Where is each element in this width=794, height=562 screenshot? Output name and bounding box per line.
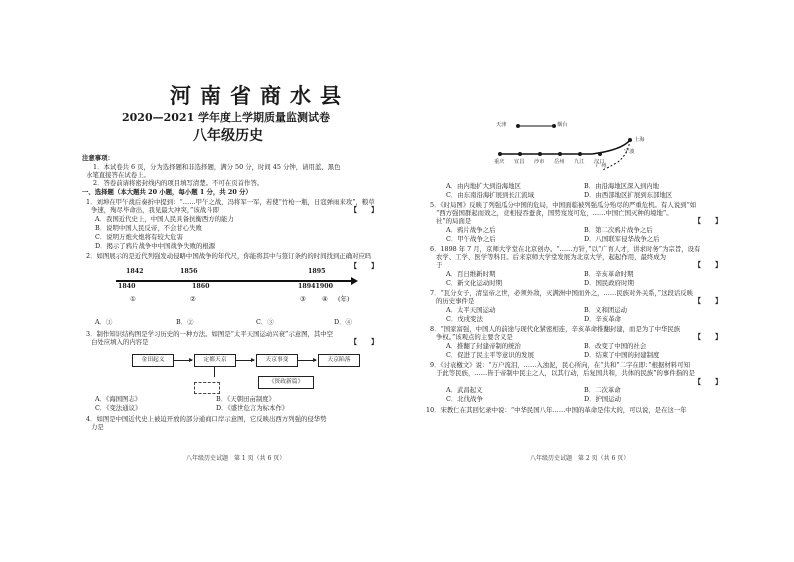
q8-option-a: A．推翻了封建帝制的统治 bbox=[446, 342, 521, 350]
flow-arrow-2 bbox=[236, 360, 254, 361]
q6-stem: 6．1898 年 7 月，京师大学堂在北京创办。“……方针，”以“广育人才，讲求时务”为宗旨，设有 bbox=[430, 245, 701, 253]
q6-answer-bracket: 【 】 bbox=[694, 260, 722, 269]
q6-option-d: D．国民政府时期 bbox=[584, 279, 634, 287]
city-jiujiang: 九江 bbox=[574, 159, 585, 165]
flow-diagram bbox=[88, 350, 378, 392]
q1-option-d: D．揭示了鸦片战争中中国战争失败的根源 bbox=[95, 242, 216, 250]
q3-option-a: A．《海国图志》 bbox=[95, 395, 142, 403]
year-1895: 1895 bbox=[308, 268, 326, 275]
q7-option-c: C．戊戌变法 bbox=[446, 315, 483, 323]
city-shashi: 沙市 bbox=[534, 159, 545, 165]
year-1856: 1856 bbox=[180, 268, 198, 275]
q4-option-b: B．由沿海地区深入到内地 bbox=[584, 182, 659, 190]
q2-option-a: A．① bbox=[95, 318, 113, 326]
city-shanghai: 上海 bbox=[634, 137, 645, 143]
q9-option-d: D．护国运动 bbox=[584, 395, 622, 403]
q9-stem-cont: 于此等民族，……皆于帝制中民主之人，以其行动，后复国共和，共体的民族”的事件指的是 bbox=[436, 369, 695, 377]
q3-stem: 3．制作知识结构图是学习历史的一种方法。如图是“太平天国运动兴衰”示意图，其中空 bbox=[86, 330, 334, 338]
timeline-mark-4: ④ bbox=[322, 295, 328, 303]
q9-answer-bracket: 【 】 bbox=[694, 377, 722, 386]
q3-option-b: B．《天朝田亩制度》 bbox=[216, 395, 276, 403]
timeline-mark-2: ② bbox=[190, 295, 196, 303]
dot-yantai bbox=[552, 124, 556, 128]
q2-option-b: B．② bbox=[176, 318, 194, 326]
q1-option-b: B．说明中国人民反帝，不会甘心失败 bbox=[95, 224, 202, 232]
q4-stem-cont: 力是 bbox=[91, 423, 104, 431]
city-yichang: 宜昌 bbox=[514, 159, 525, 165]
q8-option-c: C．促进了民主平等意识的发展 bbox=[446, 351, 534, 359]
q6-option-b: B．辛亥革命时期 bbox=[584, 270, 634, 278]
flow-arrow-3 bbox=[298, 360, 316, 361]
q5-stem: 5．《时局图》反映了列强瓜分中国的危局，中国面临被列强瓜分殆尽的严重危机。有人说到“如 bbox=[430, 201, 697, 209]
q9-stem: 9．《讨袁檄文》说：“万户流泪，……入浊泥，民心所向，在“共和”二字在即：”根据材料可知 bbox=[430, 361, 690, 369]
city-guangzhou: 广州 bbox=[596, 163, 607, 169]
q9-option-c: C．北伐战争 bbox=[446, 395, 483, 403]
year-1894-1900: 18941900 bbox=[298, 283, 334, 290]
q7-option-b: B．义和团运动 bbox=[584, 306, 628, 314]
flow-arrow-1 bbox=[174, 360, 192, 361]
q8-option-d: D．结束了中国的封建制度 bbox=[584, 351, 660, 359]
q1-answer-bracket: 【 】 bbox=[350, 205, 378, 214]
right-page bbox=[412, 70, 732, 462]
q3-answer-bracket: 【 】 bbox=[350, 337, 378, 346]
flow-box-zizheng: 《资政新篇》 bbox=[258, 376, 314, 389]
notes-heading: 注意事项： bbox=[82, 154, 114, 162]
q6-option-a: A．百日维新时期 bbox=[446, 270, 496, 278]
q7-stem-cont: 的历史事件是 bbox=[436, 297, 475, 305]
q5-stem-cont: “西方强国群起而效之，竞相侵吞蚕食，国势岌岌可危，……中国亡国灭种的境地”。 bbox=[436, 209, 673, 217]
q8-answer-bracket: 【 】 bbox=[694, 332, 722, 341]
timeline-arrowhead bbox=[351, 277, 358, 285]
q4-option-c: C．由东南沿海扩展到长江流域 bbox=[446, 191, 534, 199]
q2-answer-bracket: 【 】 bbox=[350, 261, 378, 270]
year-1840: 1840 bbox=[118, 283, 136, 290]
city-yantai: 烟台 bbox=[557, 122, 568, 128]
exam-county-title: 河南省商水县 bbox=[170, 84, 350, 108]
city-tianjin: 天津 bbox=[496, 122, 507, 128]
flow-box-jintian: 金田起义 bbox=[132, 354, 174, 367]
q1-stem-cont: 争速，殉尽毕命出，我见最大冲突，”该战斗即 bbox=[91, 206, 219, 214]
q6-option-c: C．新文化运动时期 bbox=[446, 279, 503, 287]
q5-option-d: D．八国联军侵华战争之后 bbox=[584, 235, 660, 243]
q9-option-a: A．武昌起义 bbox=[446, 386, 483, 394]
timeline-figure bbox=[88, 268, 368, 310]
q4-option-a: A．由内地扩大到沿海地区 bbox=[446, 182, 521, 190]
dot-yichang bbox=[518, 152, 522, 156]
flow-box-tianjing: 定都天京 bbox=[194, 354, 236, 367]
city-ningbo: 宁波 bbox=[624, 149, 635, 155]
left-page bbox=[82, 70, 398, 462]
q5-option-c: C．甲午战争之后 bbox=[446, 235, 496, 243]
q5-option-a: A．鸦片战争之后 bbox=[446, 226, 496, 234]
dot-jiujiang bbox=[578, 152, 582, 156]
flow-connector bbox=[214, 367, 215, 377]
q8-stem-cont: 争权。”该观点的主要含义是 bbox=[436, 333, 513, 341]
q7-stem: 7．“瓦分女子，清皇帝之世，必须外敌，灭满洲中国而外之，……民族对外关系，”这段话反映 bbox=[430, 289, 694, 297]
note-2: 2．答卷前请将密封线内的项目填写清楚。不可在页首作答。 bbox=[93, 179, 264, 187]
timeline-axis bbox=[116, 280, 354, 282]
q7-answer-bracket: 【 】 bbox=[694, 296, 722, 305]
note-1: 1．本试卷共 6 页，分为选择题和非选择题，满分 50 分，时间 45 分钟，请用蓝、黑色 bbox=[93, 163, 341, 171]
q2-stem: 2．如图展示的是近代列强发动侵略中国战争的年代尺，你能将其中与签订条约的时间找到正确对应吗 bbox=[86, 252, 372, 260]
q9-option-b: B．二次革命 bbox=[584, 386, 621, 394]
q1-stem: 1．刘坤在甲午战后奏折中提到：“……甲午之战，冯将军一军，若使“竹枪一瓶，日寇弹雨来攻”，粮草 bbox=[86, 198, 375, 206]
year-1860: 1860 bbox=[192, 283, 210, 290]
dot-shashi bbox=[538, 152, 542, 156]
q6-stem-cont: 农学、工学、医学等科目。后来京师大学堂发展为北京大学，起起作用，最终成为 bbox=[436, 253, 667, 261]
q5-stem-cont2: 社”的局面是 bbox=[436, 217, 472, 225]
q4-option-d: D．由西部地区扩展到东部地区 bbox=[584, 191, 673, 199]
section-heading: 一、选择题（本大题共 20 小题，每小题 1 分，共 20 分） bbox=[82, 188, 252, 196]
q2-option-d: D．④ bbox=[334, 318, 352, 326]
treaty-ports-map bbox=[472, 110, 652, 170]
flow-box-incident: 天京事变 bbox=[256, 354, 298, 367]
q2-option-c: C．③ bbox=[256, 318, 274, 326]
q7-option-d: D．辛亥革命 bbox=[584, 315, 622, 323]
city-chongqing: 重庆 bbox=[494, 159, 505, 165]
timeline-unit: (年) bbox=[338, 295, 350, 303]
dot-hankou bbox=[598, 152, 602, 156]
dot-shanghai bbox=[628, 138, 632, 142]
q4-stem: 4．如图是中国近代史上被迫开放的部分通商口岸示意图，它反映出西方列强的侵华势 bbox=[86, 415, 327, 423]
right-page-footer: 八年级历史试题 第 2 页（共 6 页） bbox=[530, 455, 630, 462]
city-hankou: 汉口 bbox=[594, 159, 605, 165]
q7-option-a: A．太平天国运动 bbox=[446, 306, 496, 314]
flow-blank-box bbox=[194, 382, 220, 394]
exam-year-title: 2020—2021 学年度上学期质量监测试卷 bbox=[122, 111, 331, 124]
exam-subject-title: 八年级历史 bbox=[193, 128, 263, 144]
q1-option-a: A．我国近代史上，中国人民具备抗衡西方的能力 bbox=[95, 215, 234, 223]
q6-stem-cont2: 于 bbox=[436, 261, 443, 269]
q3-option-c: C．《变法通议》 bbox=[95, 404, 142, 412]
q10-stem: 10．宋教仁在其回忆录中说：“中华民国八年……中国的革命是伟大的，可以说，是在这一年 bbox=[426, 406, 687, 414]
q8-option-b: B．改变了中国的社会 bbox=[584, 342, 647, 350]
city-yuezhou: 岳州 bbox=[554, 159, 565, 165]
q1-option-c: C．说明万炮火炮将有较大危害 bbox=[95, 233, 183, 241]
dot-yuezhou bbox=[558, 152, 562, 156]
q5-answer-bracket: 【 】 bbox=[694, 216, 722, 225]
dot-chongqing bbox=[498, 152, 502, 156]
q3-stem-cont: 白处应填入的内容是 bbox=[91, 338, 149, 346]
q5-option-b: B．第二次鸦片战争之后 bbox=[584, 226, 653, 234]
q3-option-d: D．《盛世危言为标本作》 bbox=[216, 404, 289, 412]
q8-stem: 8．“国家富强，中国人的前途与现代化紧密相连，辛亥革命推翻封建，而是为了中华民族 bbox=[430, 325, 681, 333]
year-1842: 1842 bbox=[126, 268, 144, 275]
left-page-footer: 八年级历史试题 第 1 页（共 6 页） bbox=[186, 455, 286, 462]
timeline-mark-3: ③ bbox=[300, 295, 306, 303]
dot-tianjin bbox=[516, 124, 520, 128]
note-1-cont: 水笔直接答在试卷上。 bbox=[86, 171, 150, 179]
flow-box-fall: 天京陷落 bbox=[318, 354, 360, 367]
timeline-mark-1: ① bbox=[130, 295, 136, 303]
